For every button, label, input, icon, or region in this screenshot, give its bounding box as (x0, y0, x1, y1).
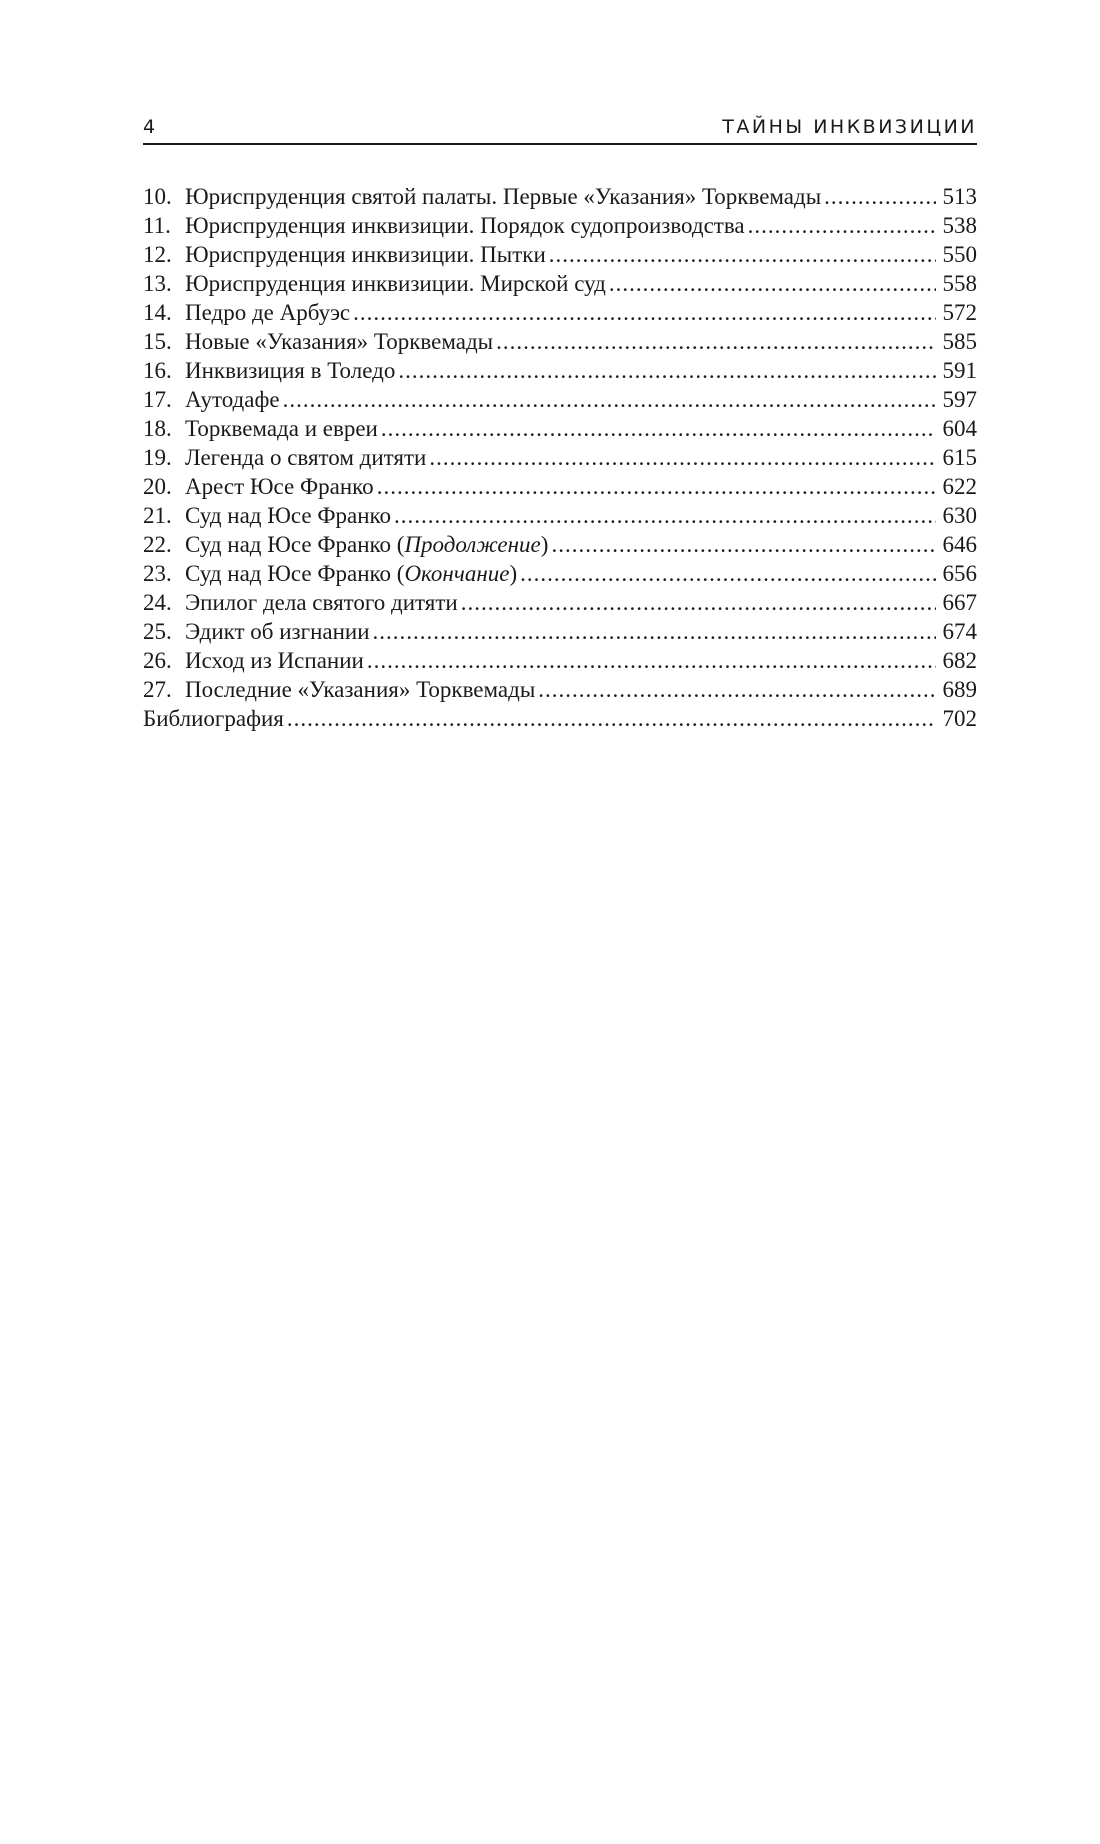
toc-entry-number: 16. (143, 358, 172, 383)
toc-entry-title: Последние «Указания» Торквемады (185, 677, 536, 702)
toc-entry-title: Юриспруденция инквизиции. Пытки (185, 242, 546, 267)
page-header (143, 113, 977, 145)
toc-entry-page: 585 (942, 329, 977, 354)
dot-leader (461, 588, 936, 617)
toc-entry (143, 298, 977, 327)
dot-leader (520, 559, 936, 588)
toc-entry-title: Педро де Арбуэс (185, 300, 351, 325)
dot-leader (429, 443, 936, 472)
page-number: 4 (143, 116, 156, 138)
toc-entry (143, 588, 977, 617)
toc-entry-page: 591 (942, 358, 977, 383)
toc-entry-title: Юриспруденция святой палаты. Первые «Указания» Торквемады (185, 184, 822, 209)
toc-entry-page: 689 (942, 677, 977, 702)
toc-entry (143, 414, 977, 443)
toc-entry (143, 385, 977, 414)
dot-leader (398, 356, 936, 385)
toc-entry-title: Эпилог дела святого дитяти (185, 590, 458, 615)
toc-entry (143, 443, 977, 472)
toc-entry (143, 559, 977, 588)
dot-leader (283, 385, 936, 414)
dot-leader (377, 472, 936, 501)
toc-entry (143, 501, 977, 530)
toc-entry (143, 472, 977, 501)
toc-entry-title: Суд над Юсе Франко ( (185, 532, 405, 557)
toc-entry-bibliography (143, 704, 977, 733)
toc-entry-number: 22. (143, 532, 172, 557)
toc-entry (143, 646, 977, 675)
toc-entry-title: Юриспруденция инквизиции. Порядок судопроизводства (185, 213, 745, 238)
dot-leader (373, 617, 936, 646)
toc-entry-title-italic: Продолжение (404, 532, 541, 557)
toc-entry-title: Юриспруденция инквизиции. Мирской суд (185, 271, 606, 296)
toc-entry-page: 646 (942, 532, 977, 557)
toc-entry-page: 538 (942, 213, 977, 238)
toc-entry (143, 269, 977, 298)
toc-entry-title: Торквемада и евреи (185, 416, 378, 441)
toc-entry-title: Новые «Указания» Торквемады (185, 329, 494, 354)
toc-entry-title: Библиография (143, 706, 284, 731)
toc-entry-page: 630 (942, 503, 977, 528)
toc-entry-page: 702 (942, 706, 977, 731)
toc-entry-number: 15. (143, 329, 172, 354)
toc-entry-number: 25. (143, 619, 172, 644)
toc-entry (143, 182, 977, 211)
toc-entry-number: 27. (143, 677, 172, 702)
toc-entry-page: 597 (942, 387, 977, 412)
toc-entry (143, 240, 977, 269)
toc-entry-number: 12. (143, 242, 172, 267)
toc-entry-number: 19. (143, 445, 172, 470)
toc-entry-page: 572 (942, 300, 977, 325)
toc-entry-number: 18. (143, 416, 172, 441)
toc-entry-title: Аутодафе (185, 387, 280, 412)
toc-entry-number: 14. (143, 300, 172, 325)
toc-entry (143, 356, 977, 385)
dot-leader (367, 646, 936, 675)
toc-entry-title-italic: Окончание (404, 561, 510, 586)
toc-entry-title: Суд над Юсе Франко (185, 503, 392, 528)
dot-leader (549, 240, 936, 269)
toc-entry-title: Эдикт об изгнании (185, 619, 370, 644)
toc-entry-page: 622 (942, 474, 977, 499)
dot-leader (394, 501, 936, 530)
toc-entry (143, 211, 977, 240)
toc-entry-number: 26. (143, 648, 172, 673)
toc-entry-page: 615 (942, 445, 977, 470)
toc-entry-title: Арест Юсе Франко (185, 474, 374, 499)
toc-entry-title: Легенда о святом дитяти (185, 445, 427, 470)
toc-entry-title-group (185, 530, 548, 559)
toc-entry-title-group (185, 559, 517, 588)
toc-entry-title-closing: ) (540, 532, 549, 557)
toc-entry-page: 550 (942, 242, 977, 267)
toc-entry-number: 11. (143, 213, 171, 238)
toc-entry (143, 327, 977, 356)
dot-leader (824, 182, 936, 211)
toc-entry-page: 667 (942, 590, 977, 615)
toc-entry-number: 21. (143, 503, 172, 528)
dot-leader (287, 704, 936, 733)
toc-entry (143, 617, 977, 646)
toc-entry-page: 604 (942, 416, 977, 441)
dot-leader (353, 298, 936, 327)
toc-entry-title: Суд над Юсе Франко ( (185, 561, 405, 586)
toc-entry (143, 675, 977, 704)
toc-entry (143, 530, 977, 559)
toc-entry-page: 674 (942, 619, 977, 644)
dot-leader (381, 414, 936, 443)
toc-entry-page: 656 (942, 561, 977, 586)
dot-leader (748, 211, 936, 240)
toc-entry-number: 23. (143, 561, 172, 586)
dot-leader (551, 530, 936, 559)
toc-entry-number: 10. (143, 184, 172, 209)
dot-leader (496, 327, 936, 356)
toc-entry-number: 20. (143, 474, 172, 499)
toc-entry-title: Исход из Испании (185, 648, 364, 673)
toc-entry-page: 558 (942, 271, 977, 296)
dot-leader (609, 269, 936, 298)
table-of-contents (143, 182, 977, 733)
toc-entry-page: 513 (942, 184, 977, 209)
toc-entry-page: 682 (942, 648, 977, 673)
toc-entry-title: Инквизиция в Толедо (185, 358, 396, 383)
toc-entry-number: 13. (143, 271, 172, 296)
running-title: ТАЙНЫ ИНКВИЗИЦИИ (722, 116, 977, 138)
toc-entry-number: 17. (143, 387, 172, 412)
dot-leader (538, 675, 936, 704)
toc-entry-number: 24. (143, 590, 172, 615)
toc-entry-title-closing: ) (509, 561, 518, 586)
